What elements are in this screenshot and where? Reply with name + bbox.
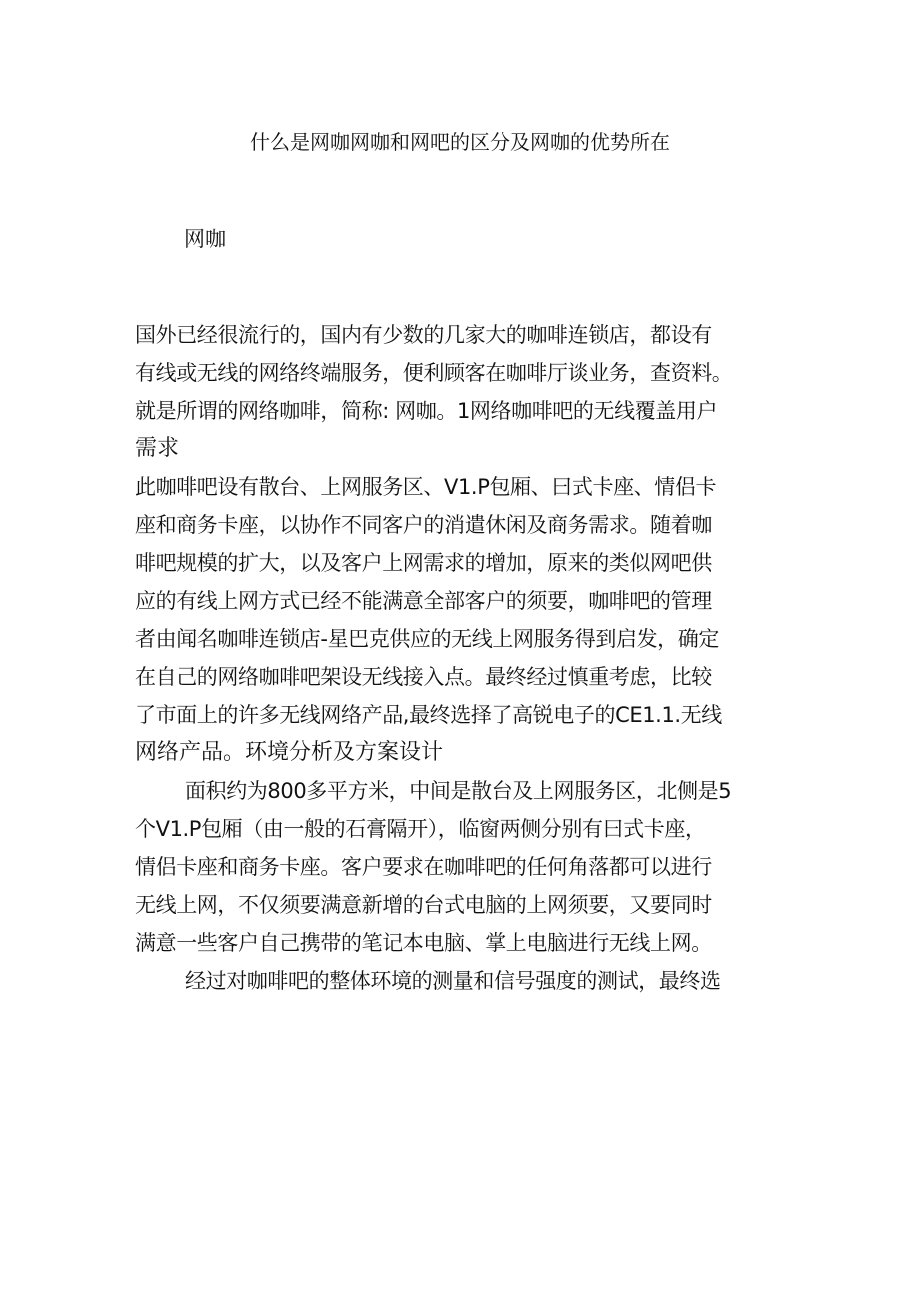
paragraph-line: 国外已经很流行的，国内有少数的几家大的咖啡连锁店，都设有 (135, 323, 712, 347)
paragraph-line: 应的有线上网方式已经不能满意全部客户的须要，咖啡吧的管理 (135, 589, 712, 613)
paragraph-line: 就是所谓的网络咖啡，简称: 网咖。1网络咖啡吧的无线覆盖用户 (135, 399, 718, 423)
paragraph-line: 网络产品。环境分析及方案设计 (135, 740, 444, 765)
paragraph-line: 个V1.P包厢（由一般的石膏隔开），临窗两侧分别有曰式卡座， (135, 817, 706, 841)
section-heading: 网咖 (184, 227, 226, 251)
paragraph-line: 需求 (135, 436, 180, 461)
paragraph-line: 了市面上的许多无线网络产品,最终选择了高锐电子的CE1.1.无线 (135, 703, 722, 727)
paragraph-line: 座和商务卡座，以协作不同客户的消遣休闲及商务需求。随着咖 (135, 513, 712, 537)
document-title: 什么是网咖网咖和网吧的区分及网咖的优势所在 (250, 130, 670, 154)
paragraph-line: 者由闻名咖啡连锁店-星巴克供应的无线上网服务得到启发，确定 (135, 627, 719, 651)
paragraph-line: 在自己的网络咖啡吧架设无线接入点。最终经过慎重考虑，比较 (135, 665, 712, 689)
paragraph-line: 满意一些客户自己携带的笔记本电脑、掌上电脑进行无线上网。 (135, 931, 712, 955)
paragraph-line: 面积约为800多平方米，中间是散台及上网服务区，北侧是5 (185, 779, 732, 803)
paragraph-line: 无线上网，不仅须要满意新增的台式电脑的上网须要，又要同时 (135, 893, 712, 917)
paragraph-line: 情侣卡座和商务卡座。客户要求在咖啡吧的任何角落都可以进行 (135, 855, 712, 879)
paragraph-line: 啡吧规模的扩大，以及客户上网需求的增加，原来的类似网吧供 (135, 551, 712, 575)
paragraph-line: 有线或无线的网络终端服务，便利顾客在咖啡厅谈业务，查资料。 (135, 361, 733, 385)
document-body (135, 316, 795, 1000)
paragraph-line: 经过对咖啡吧的整体环境的测量和信号强度的测试，最终选 (185, 969, 721, 993)
paragraph-line: 此咖啡吧设有散台、上网服务区、V1.P包厢、曰式卡座、情侣卡 (135, 475, 717, 499)
